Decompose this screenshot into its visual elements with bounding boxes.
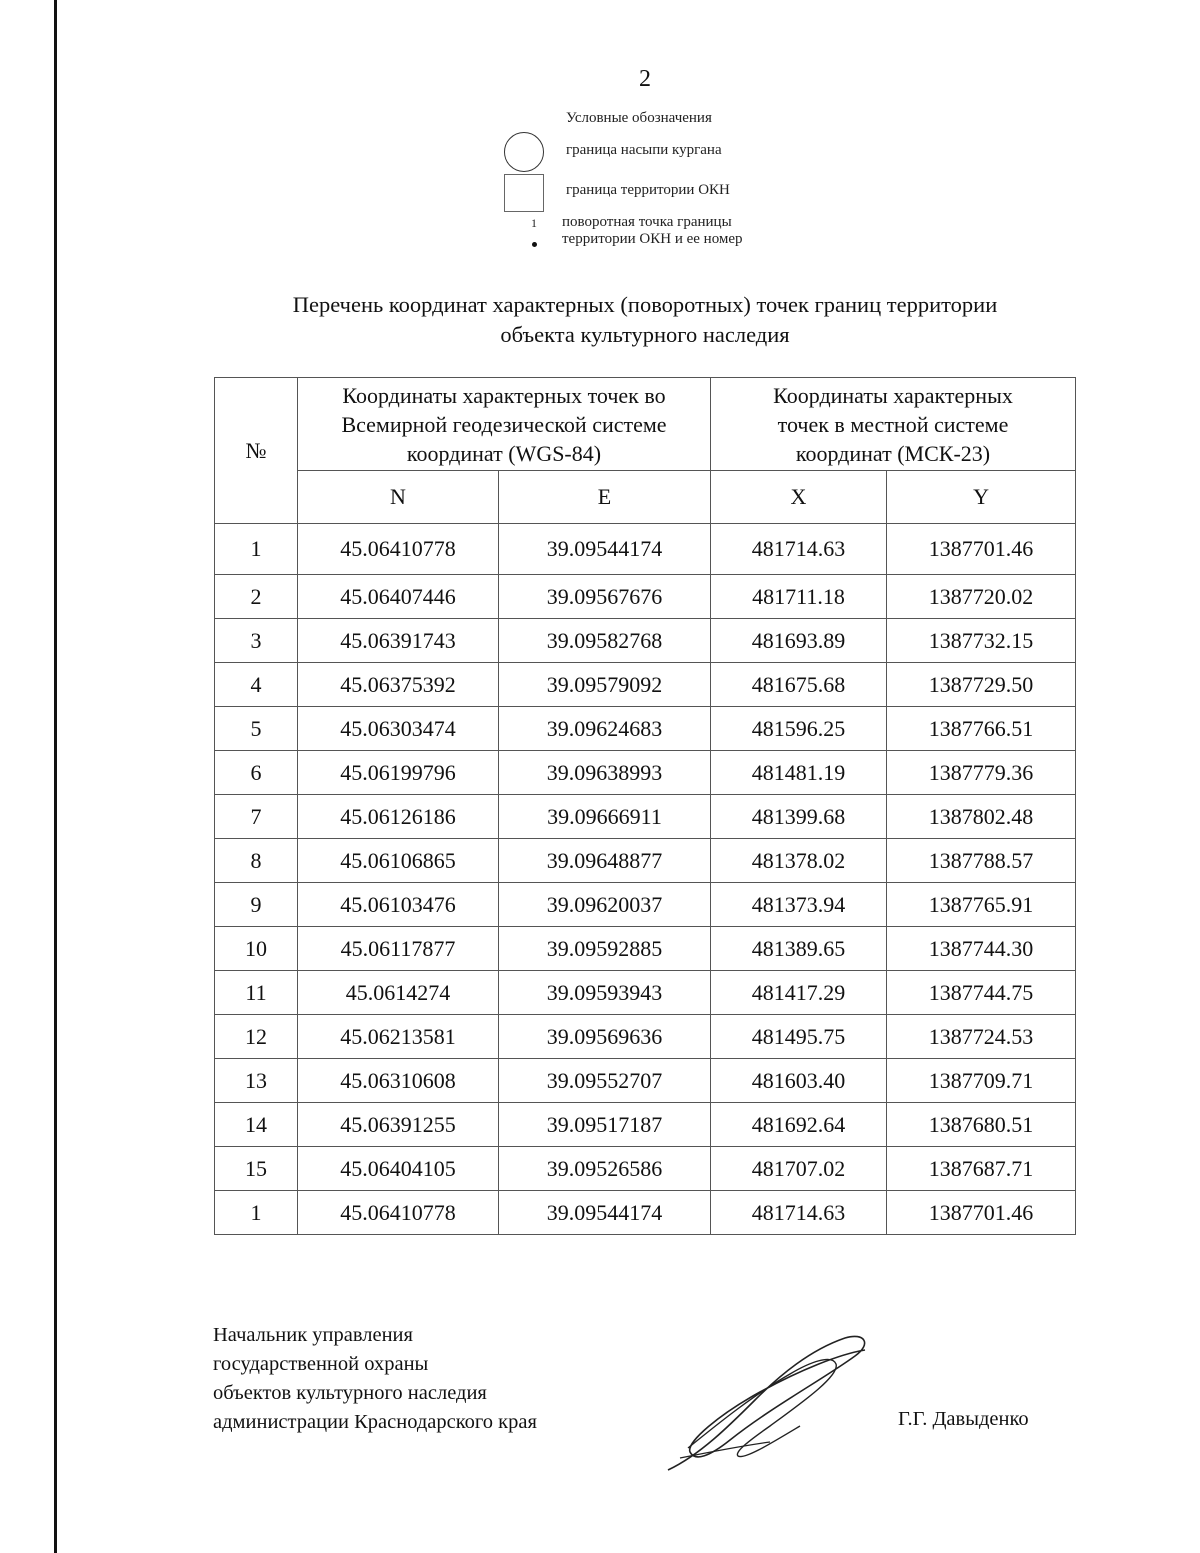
cell-x: 481714.63 bbox=[711, 524, 887, 575]
cell-x: 481399.68 bbox=[711, 795, 887, 839]
cell-n: 45.06391743 bbox=[298, 619, 499, 663]
cell-x: 481711.18 bbox=[711, 575, 887, 619]
table-row bbox=[215, 1147, 1076, 1191]
cell-n: 45.06310608 bbox=[298, 1059, 499, 1103]
signatory-position-line: объектов культурного наследия bbox=[213, 1382, 487, 1404]
cell-number: 12 bbox=[215, 1015, 298, 1059]
circle-icon bbox=[504, 132, 544, 172]
table-row bbox=[215, 575, 1076, 619]
cell-e: 39.09517187 bbox=[499, 1103, 711, 1147]
cell-n: 45.06126186 bbox=[298, 795, 499, 839]
cell-x: 481417.29 bbox=[711, 971, 887, 1015]
cell-number: 1 bbox=[215, 524, 298, 575]
cell-e: 39.09624683 bbox=[499, 707, 711, 751]
cell-number: 2 bbox=[215, 575, 298, 619]
cell-number: 13 bbox=[215, 1059, 298, 1103]
cell-n: 45.06391255 bbox=[298, 1103, 499, 1147]
cell-number: 9 bbox=[215, 883, 298, 927]
cell-y: 1387687.71 bbox=[887, 1147, 1076, 1191]
cell-e: 39.09648877 bbox=[499, 839, 711, 883]
cell-e: 39.09582768 bbox=[499, 619, 711, 663]
cell-y: 1387779.36 bbox=[887, 751, 1076, 795]
header-line: Координаты характерных bbox=[773, 382, 1013, 408]
cell-n: 45.06213581 bbox=[298, 1015, 499, 1059]
cell-number: 7 bbox=[215, 795, 298, 839]
turning-point-number: 1 bbox=[531, 216, 537, 230]
signatory-position bbox=[213, 1321, 537, 1437]
header-line: Координаты характерных точек во bbox=[342, 382, 666, 408]
header-wgs84-group bbox=[298, 378, 711, 471]
cell-y: 1387709.71 bbox=[887, 1059, 1076, 1103]
cell-n: 45.06404105 bbox=[298, 1147, 499, 1191]
cell-e: 39.09544174 bbox=[499, 1191, 711, 1235]
cell-y: 1387701.46 bbox=[887, 1191, 1076, 1235]
cell-number: 11 bbox=[215, 971, 298, 1015]
cell-number: 10 bbox=[215, 927, 298, 971]
cell-e: 39.09544174 bbox=[499, 524, 711, 575]
table-row bbox=[215, 663, 1076, 707]
page-number: 2 bbox=[639, 66, 651, 92]
legend-item-label bbox=[562, 214, 743, 248]
cell-number: 1 bbox=[215, 1191, 298, 1235]
cell-y: 1387802.48 bbox=[887, 795, 1076, 839]
cell-y: 1387701.46 bbox=[887, 524, 1076, 575]
table-row bbox=[215, 795, 1076, 839]
legend-item-label: граница территории ОКН bbox=[566, 182, 730, 198]
table-row bbox=[215, 1015, 1076, 1059]
signatory-position-line: государственной охраны bbox=[213, 1353, 429, 1375]
cell-e: 39.09567676 bbox=[499, 575, 711, 619]
cell-y: 1387744.30 bbox=[887, 927, 1076, 971]
header-msk23-group bbox=[711, 378, 1076, 471]
cell-y: 1387729.50 bbox=[887, 663, 1076, 707]
cell-n: 45.06303474 bbox=[298, 707, 499, 751]
table-row bbox=[215, 839, 1076, 883]
cell-n: 45.06103476 bbox=[298, 883, 499, 927]
table-row bbox=[215, 927, 1076, 971]
header-line: координат (WGS-84) bbox=[406, 440, 602, 466]
coordinates-table bbox=[214, 377, 1076, 1235]
cell-x: 481389.65 bbox=[711, 927, 887, 971]
cell-e: 39.09638993 bbox=[499, 751, 711, 795]
cell-e: 39.09666911 bbox=[499, 795, 711, 839]
signatory-position-line: администрации Краснодарского края bbox=[213, 1411, 537, 1433]
cell-n: 45.06407446 bbox=[298, 575, 499, 619]
legend-item-label-line: поворотная точка границы bbox=[562, 214, 732, 230]
table-row bbox=[215, 1103, 1076, 1147]
cell-x: 481596.25 bbox=[711, 707, 887, 751]
cell-y: 1387765.91 bbox=[887, 883, 1076, 927]
cell-n: 45.06410778 bbox=[298, 1191, 499, 1235]
cell-n: 45.06117877 bbox=[298, 927, 499, 971]
cell-e: 39.09620037 bbox=[499, 883, 711, 927]
cell-x: 481692.64 bbox=[711, 1103, 887, 1147]
cell-n: 45.06375392 bbox=[298, 663, 499, 707]
cell-e: 39.09593943 bbox=[499, 971, 711, 1015]
signatory-position-line: Начальник управления bbox=[213, 1324, 413, 1346]
cell-n: 45.06199796 bbox=[298, 751, 499, 795]
header-line: Всемирной геодезической системе bbox=[341, 411, 667, 437]
cell-x: 481378.02 bbox=[711, 839, 887, 883]
document-title-line: объекта культурного наследия bbox=[500, 322, 790, 347]
cell-y: 1387680.51 bbox=[887, 1103, 1076, 1147]
header-e: E bbox=[499, 471, 711, 524]
cell-n: 45.06410778 bbox=[298, 524, 499, 575]
table-row bbox=[215, 883, 1076, 927]
square-icon bbox=[504, 174, 544, 212]
legend-item-label: граница насыпи кургана bbox=[566, 142, 722, 158]
header-x: X bbox=[711, 471, 887, 524]
document-title-line: Перечень координат характерных (поворотных) точек границ территории bbox=[292, 292, 998, 317]
cell-number: 3 bbox=[215, 619, 298, 663]
cell-e: 39.09579092 bbox=[499, 663, 711, 707]
cell-x: 481714.63 bbox=[711, 1191, 887, 1235]
table-row bbox=[215, 971, 1076, 1015]
cell-n: 45.06106865 bbox=[298, 839, 499, 883]
turning-point-icon bbox=[526, 218, 542, 252]
header-n: N bbox=[298, 471, 499, 524]
cell-y: 1387720.02 bbox=[887, 575, 1076, 619]
cell-number: 6 bbox=[215, 751, 298, 795]
table-row bbox=[215, 707, 1076, 751]
table-row bbox=[215, 619, 1076, 663]
cell-y: 1387732.15 bbox=[887, 619, 1076, 663]
cell-x: 481675.68 bbox=[711, 663, 887, 707]
header-number: № bbox=[215, 378, 298, 524]
cell-e: 39.09592885 bbox=[499, 927, 711, 971]
header-line: координат (МСК-23) bbox=[795, 440, 991, 466]
cell-number: 15 bbox=[215, 1147, 298, 1191]
cell-y: 1387788.57 bbox=[887, 839, 1076, 883]
cell-x: 481707.02 bbox=[711, 1147, 887, 1191]
cell-x: 481373.94 bbox=[711, 883, 887, 927]
cell-x: 481481.19 bbox=[711, 751, 887, 795]
cell-y: 1387766.51 bbox=[887, 707, 1076, 751]
left-margin-rule bbox=[54, 0, 57, 1553]
table-row bbox=[215, 751, 1076, 795]
cell-n: 45.0614274 bbox=[298, 971, 499, 1015]
cell-y: 1387744.75 bbox=[887, 971, 1076, 1015]
handwritten-signature bbox=[660, 1330, 880, 1480]
cell-e: 39.09526586 bbox=[499, 1147, 711, 1191]
cell-number: 5 bbox=[215, 707, 298, 751]
cell-number: 8 bbox=[215, 839, 298, 883]
header-y: Y bbox=[887, 471, 1076, 524]
table-row bbox=[215, 524, 1076, 575]
cell-e: 39.09569636 bbox=[499, 1015, 711, 1059]
cell-x: 481603.40 bbox=[711, 1059, 887, 1103]
cell-e: 39.09552707 bbox=[499, 1059, 711, 1103]
table-row bbox=[215, 1059, 1076, 1103]
document-title bbox=[200, 290, 1090, 350]
cell-x: 481495.75 bbox=[711, 1015, 887, 1059]
header-line: точек в местной системе bbox=[777, 411, 1009, 437]
cell-y: 1387724.53 bbox=[887, 1015, 1076, 1059]
cell-number: 14 bbox=[215, 1103, 298, 1147]
legend-title: Условные обозначения bbox=[566, 110, 712, 126]
signatory-name: Г.Г. Давыденко bbox=[898, 1408, 1029, 1430]
table-row bbox=[215, 1191, 1076, 1235]
cell-x: 481693.89 bbox=[711, 619, 887, 663]
legend-item-label-line: территории ОКН и ее номер bbox=[562, 231, 743, 247]
cell-number: 4 bbox=[215, 663, 298, 707]
